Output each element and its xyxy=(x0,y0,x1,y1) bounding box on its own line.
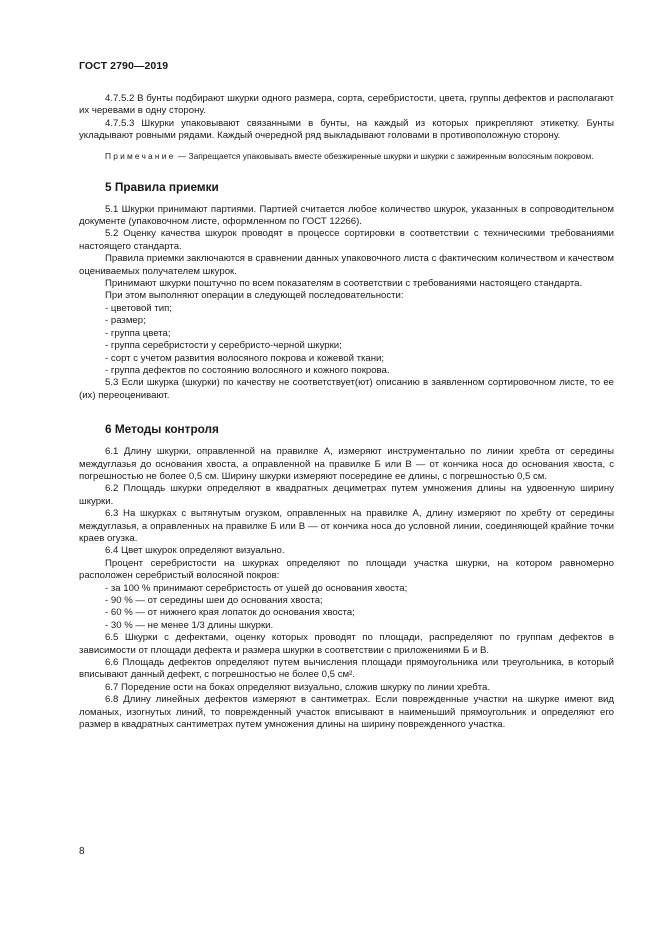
note-label: Примечание xyxy=(105,150,176,161)
list-item: - группа дефектов по состоянию волосяного и кожного покрова. xyxy=(105,364,390,376)
paragraph-6-7: 6.7 Поредение ости на боках определяют визуально, сложив шкурку по линии хребта. xyxy=(105,681,490,693)
list-item: - 90 % — от середины шеи до основания хвоста; xyxy=(105,595,323,606)
paragraph-operations-intro: При этом выполняют операции в следующей последовательности: xyxy=(105,290,404,302)
document-body xyxy=(79,93,614,731)
paragraph-6-2: 6.2 Площадь шкурки определяют в квадратных дециметрах путем умножения длины на удвоенную ширину шкурки. xyxy=(79,483,614,507)
note xyxy=(79,151,614,162)
list-item: - за 100 % принимают серебристость от ушей до основания хвоста; xyxy=(105,582,408,594)
paragraph-6-5: 6.5 Шкурки с дефектами, оценку которых проводят по площади, распределяют по группам дефектов в зависимости от площади дефекта и размера шкурки в соответствии с приложениями Б и В. xyxy=(79,632,614,656)
paragraph-piecewise: Принимают шкурки поштучно по всем показателям в соответствии с требованиями настоящего стандарта. xyxy=(105,278,583,290)
list-item: - 30 % — не менее 1/3 длины шкурки. xyxy=(105,619,274,631)
paragraph-5-1: 5.1 Шкурки принимают партиями. Партией считается любое количество шкурок, указанных в сопроводительном документе (упаковочном листе, оформленном по ГОСТ 12266). xyxy=(79,203,614,228)
paragraph-acceptance-rules: Правила приемки заключаются в сравнении данных упаковочного листа с фактическим количеством и качеством оцениваемых получателем шкурок. xyxy=(79,253,614,277)
paragraph-6-1: 6.1 Длину шкурки, оправленной на правилке А, измеряют инструментально по линии хребта от середины междуглазья до основания хвоста, а оправленной на правилке Б или В — от кончика носа до основания хвоста, с погрешностью не более 0,5 см. Ширину шкурки измеряют посередине ее длины, с погрешностью 0,5 см. xyxy=(79,446,614,482)
list-item: - группа серебристости у серебристо-черной шкурки; xyxy=(105,340,342,352)
paragraph-6-6: 6.6 Площадь дефектов определяют путем вычисления площади прямоугольника или треугольника, в который вписывают данный дефект, с погрешностью не более 0,5 см². xyxy=(79,657,614,681)
list-item: - сорт с учетом развития волосяного покрова и кожевой ткани; xyxy=(105,352,385,364)
paragraph-6-4: 6.4 Цвет шкурок определяют визуально. xyxy=(105,545,285,557)
list-item: - цветовой тип; xyxy=(105,302,172,314)
note-text: — Запрещается упаковывать вместе обезжиренные шкурки и шкурки с зажиренным волосяным покровом. xyxy=(175,150,594,161)
page-number: 8 xyxy=(79,846,85,857)
paragraph-4-7-5-3: 4.7.5.3 Шкурки упаковывают связанными в бунты, на каждый из которых прикрепляют этикетку. Бунты укладывают ровными рядами. Каждый очередной ряд выкладывают головами в противоположную сторону. xyxy=(79,117,614,142)
paragraph-4-7-5-2: 4.7.5.2 В бунты подбирают шкурки одного размера, сорта, серебристости, цвета, группы дефектов и располагают их черевами в одну сторону. xyxy=(79,93,614,117)
paragraph-silver-percent: Процент серебристости на шкурках определяют по площади участка шкурки, на котором равномерно расположен серебристый волосяной покров: xyxy=(79,557,614,582)
paragraph-5-2: 5.2 Оценку качества шкурок проводят в процессе сортировки в соответствии с техническими требованиями настоящего стандарта. xyxy=(79,228,614,252)
section-5-heading: 5 Правила приемки xyxy=(105,179,219,194)
list-item: - 60 % — от нижнего края лопаток до основания хвоста; xyxy=(105,607,355,619)
paragraph-6-8: 6.8 Длину линейных дефектов измеряют в сантиметрах. Если поврежденные участки на шкурке имеют вид ломаных, изогнутых линий, то поврежденный участок вписывают в наименьший прямоугольник и определяют его размер в квадратных сантиметрах путем умножения длины на ширину поврежденного участка. xyxy=(79,694,614,731)
paragraph-5-3: 5.3 Если шкурка (шкурки) по качеству не соответствует(ют) описанию в заявленном сортировочном листе, то ее (их) переоценивают. xyxy=(79,377,614,401)
section-6-heading: 6 Методы контроля xyxy=(105,422,219,437)
paragraph-6-3: 6.3 На шкурках с вытянутым огузком, оправленных на правилке А, длину измеряют по хребту от середины междуглазья, а оправленных на правилке Б или В — от кончика носа до условной линии, соединяющей крайние точки краев огузка. xyxy=(79,508,614,544)
list-item: - размер; xyxy=(105,315,146,327)
list-item: - группа цвета; xyxy=(105,327,171,339)
document-header: ГОСТ 2790—2019 xyxy=(79,60,169,72)
